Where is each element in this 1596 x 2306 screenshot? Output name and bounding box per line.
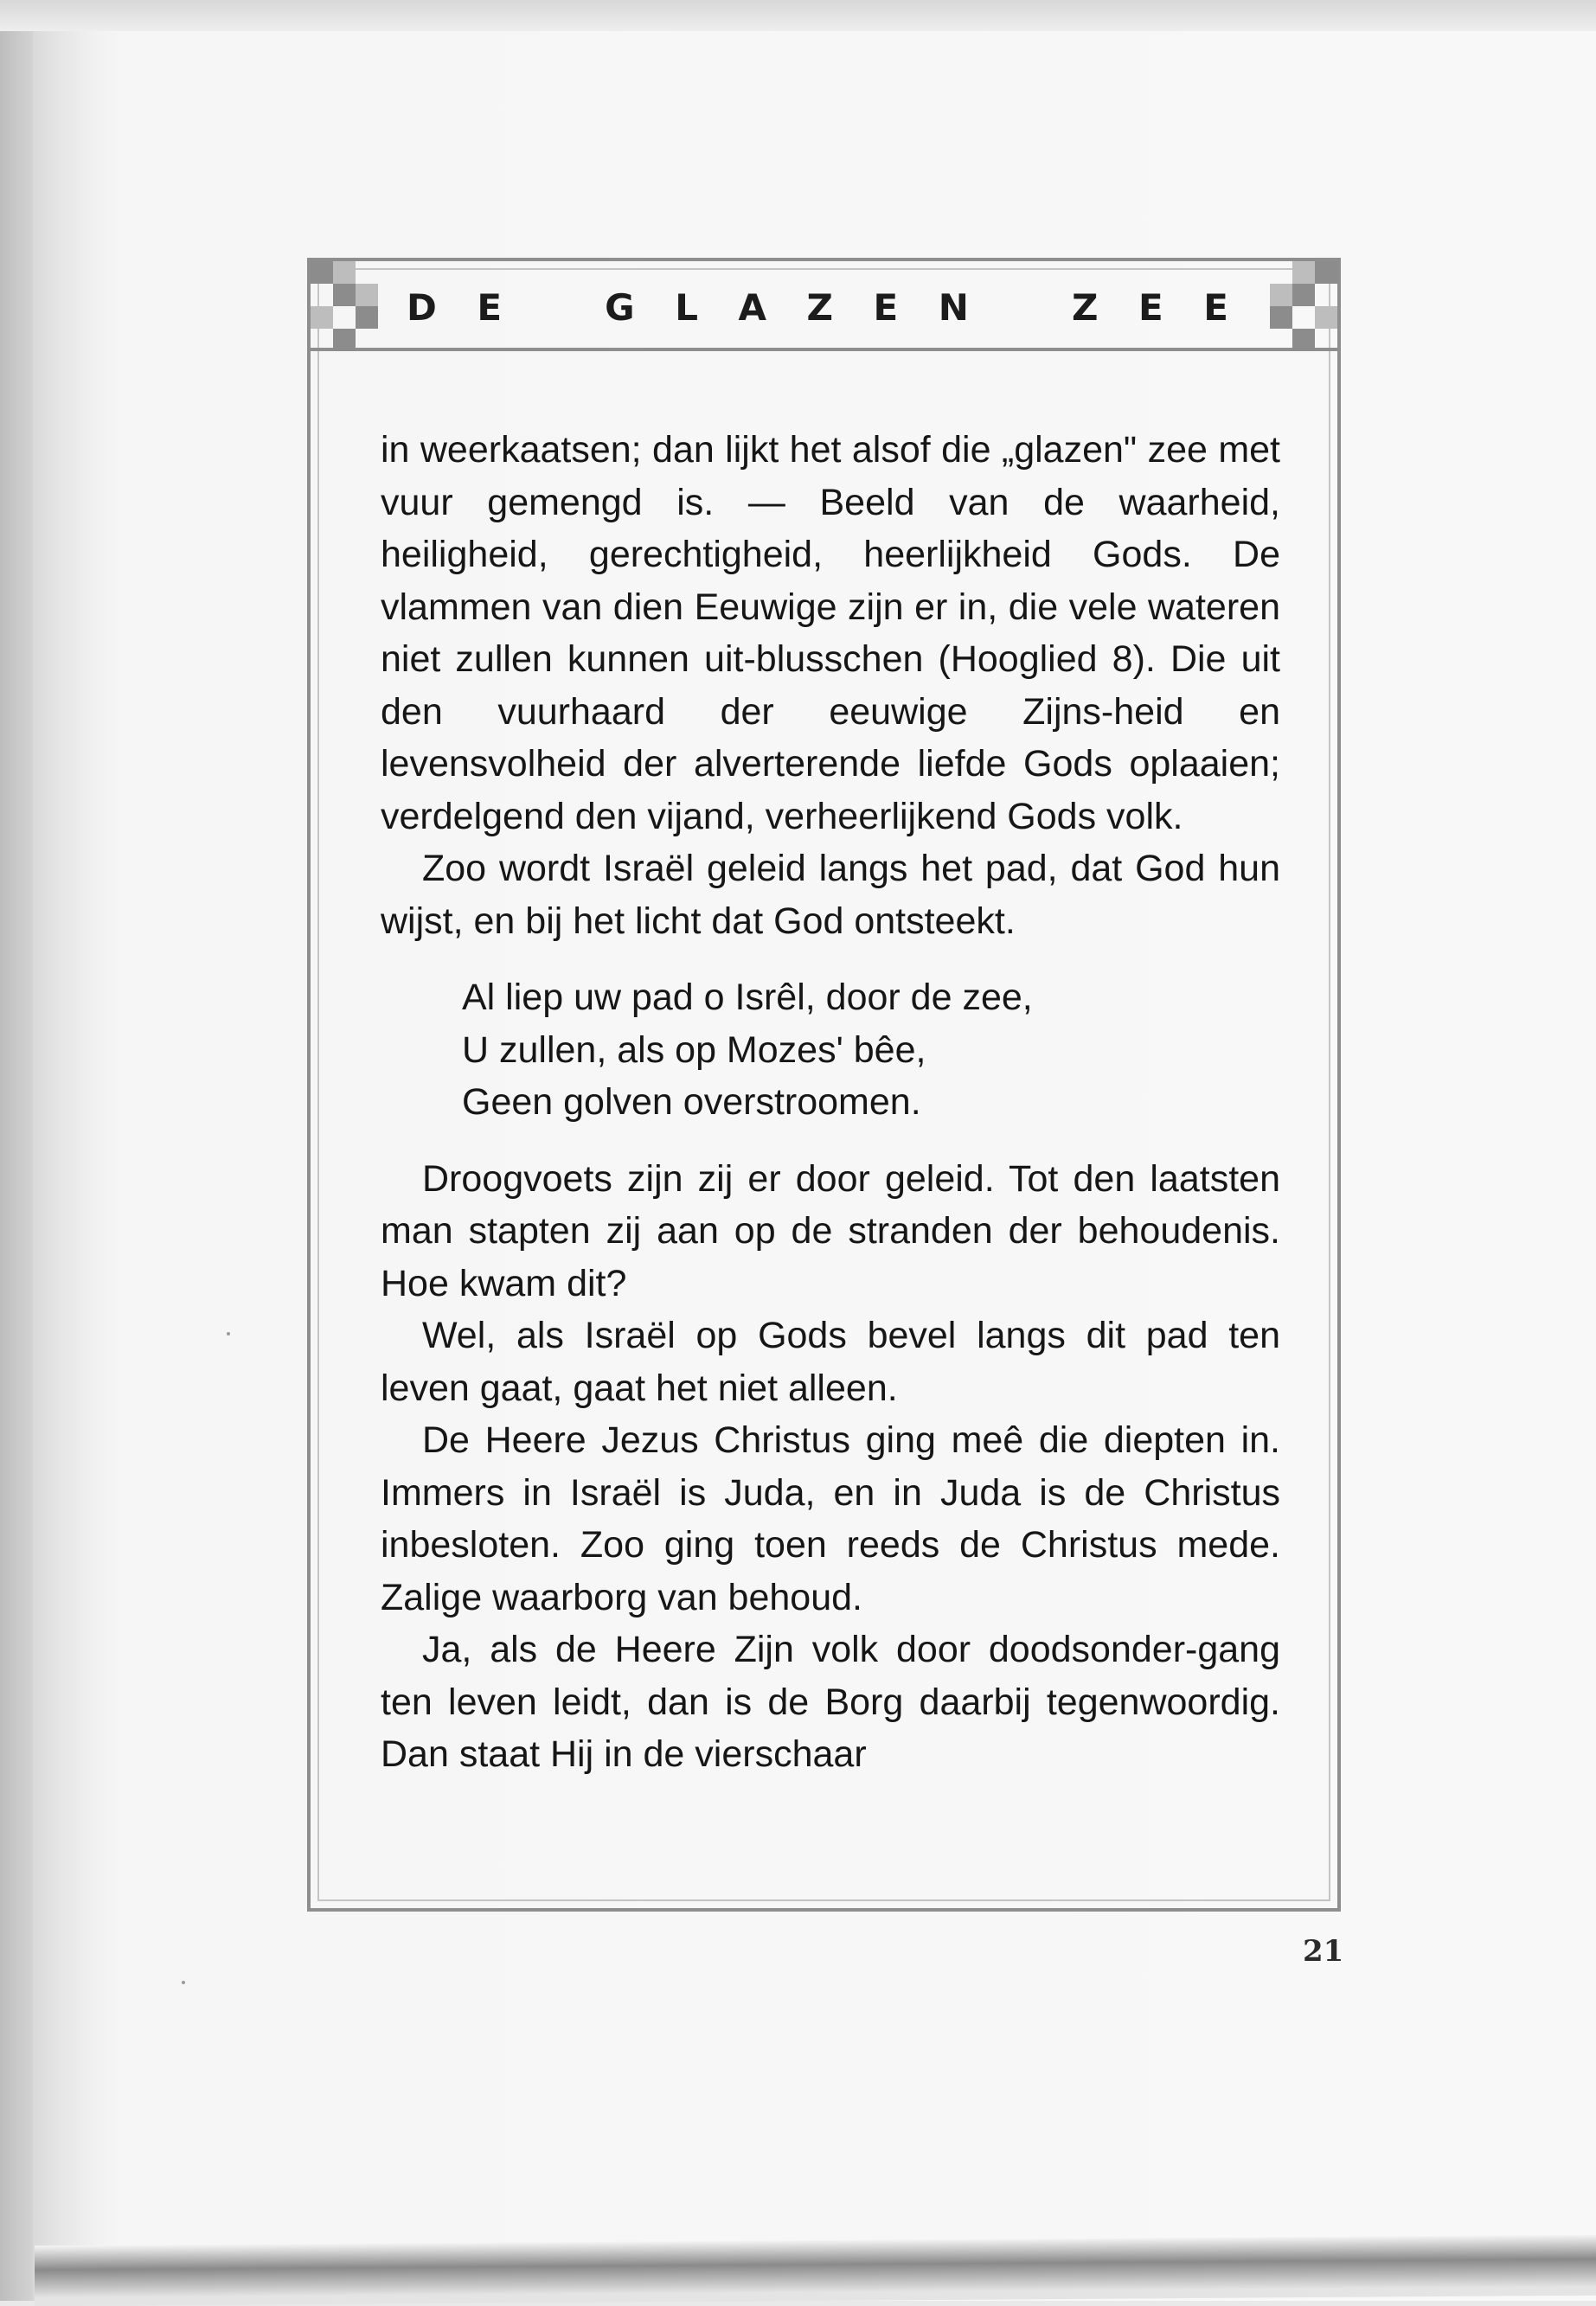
header-letter: E: [1203, 285, 1228, 329]
header-letter: N: [938, 285, 969, 329]
verse-line: Al liep uw pad o Isrêl, door de zee,: [462, 977, 1033, 1018]
paragraph: De Heere Jezus Christus ging meê die diepten in. Immers in Israël is Juda, en in Juda is de Christus inbesloten. Zoo ging toen reeds de Christus mede. Zalige waarborg van behoud.: [381, 1419, 1280, 1618]
header-letter: E: [873, 285, 899, 329]
verse-line: U zullen, als op Mozes' bêe,: [462, 1028, 926, 1071]
paragraph: in weerkaatsen; dan lijkt het alsof die „glazen" zee met vuur gemengd is. — Beeld van de waarheid, heiligheid, gerechtigheid, heerlijkheid Gods. De vlammen van dien Eeuwige zijn er in, die vele wateren niet zullen kunnen uit-blusschen (Hooglied 8). Die uit den vuurhaard der eeuwige Zijns-heid en levensvolheid der alverterende liefde Gods oplaaien; verdelgend den vijand, verheerlijkend Gods volk.: [381, 429, 1280, 837]
page-number: 21: [1303, 1934, 1344, 1969]
header-letter: D: [407, 285, 437, 329]
header-letter: E: [1138, 285, 1163, 329]
header-letter: Z: [1071, 285, 1099, 329]
header-letter: Z: [806, 285, 833, 329]
scan-speck: [227, 1332, 230, 1336]
header-letter: G: [605, 285, 635, 329]
paragraph: Droogvoets zijn zij er door geleid. Tot den laatsten man stapten zij aan op de stranden der behoudenis. Hoe kwam dit?: [381, 1157, 1280, 1304]
checkerboard-ornament-left: [311, 261, 397, 351]
checkerboard-ornament-right: [1251, 261, 1337, 351]
scan-speck: [182, 1981, 185, 1984]
paragraph: Wel, als Israël op Gods bevel langs dit pad ten leven gaat, gaat het niet alleen.: [381, 1315, 1280, 1409]
scan-bottom-shadow: [35, 2235, 1596, 2306]
scan-top-edge: [0, 0, 1596, 31]
header-letter: E: [477, 285, 503, 329]
verse-block: [462, 971, 1280, 1129]
running-header-title: [407, 277, 1228, 337]
paragraph: Ja, als de Heere Zijn volk door doodsonder-gang ten leven leidt, dan is de Borg daarbij tegenwoordig. Dan staat Hij in de vierschaar: [381, 1629, 1280, 1775]
verse-line: Geen golven overstroomen.: [462, 1081, 921, 1123]
header-letter: A: [738, 285, 766, 329]
paragraph: Zoo wordt Israël geleid langs het pad, dat God hun wijst, en bij het licht dat God ontsteekt.: [381, 848, 1280, 942]
header-letter: L: [675, 285, 698, 329]
body-text: [381, 424, 1280, 1781]
scan-left-edge: [0, 0, 33, 2301]
